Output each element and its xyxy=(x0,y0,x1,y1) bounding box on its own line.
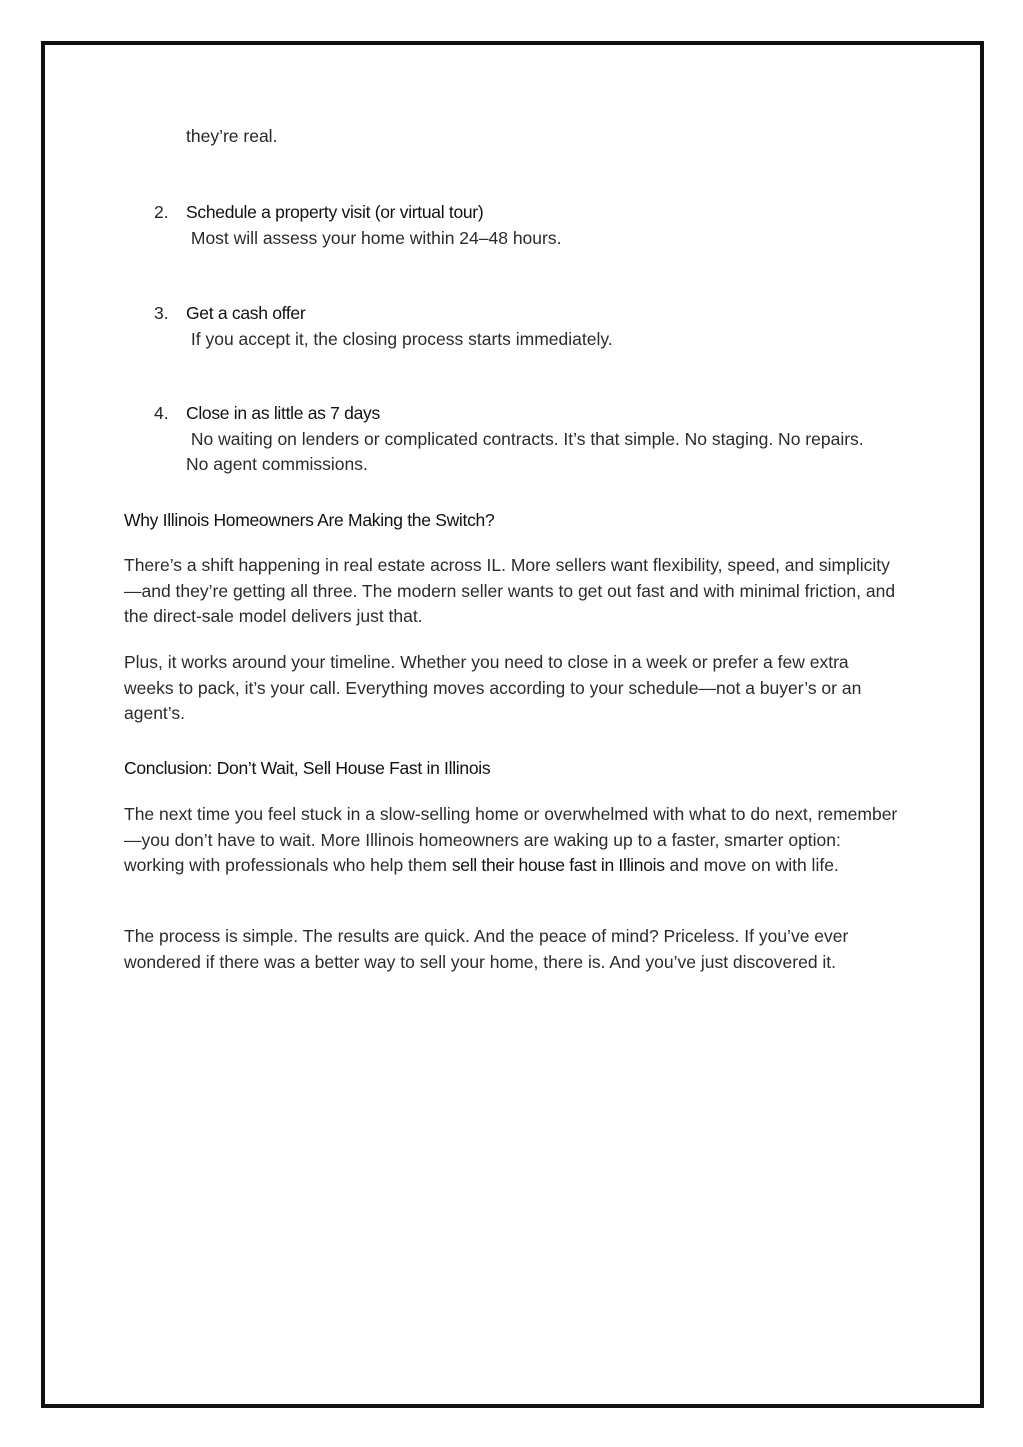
paragraph-why-1: There’s a shift happening in real estate across IL. More sellers want flexibility, speed, and simplicity—and they’re getting all three. The modern seller wants to get out fast and with minimal friction, and the direct-sale model delivers just that. xyxy=(124,555,896,626)
list-item-body xyxy=(186,200,876,251)
section-heading-why: Why Illinois Homeowners Are Making the Switch? xyxy=(124,510,495,530)
paragraph-text: The next time you feel stuck in a slow-selling home or overwhelmed with what to do next, remember—you don’t have to wait. More Illinois homeowners are waking up to a faster, smarter option: working with professionals who help them xyxy=(124,804,898,875)
step-description: If you accept it, the closing process starts immediately. xyxy=(186,328,613,349)
paragraph-text: and move on with life. xyxy=(664,855,839,875)
sell-house-fast-link[interactable]: sell their house fast in Illinois xyxy=(451,855,665,875)
step-description: No waiting on lenders or complicated contracts. It’s that simple. No staging. No repairs. No agent commissions. xyxy=(186,428,869,474)
list-number: 2. xyxy=(154,202,169,222)
list-number: 3. xyxy=(154,303,169,323)
section-heading-conclusion: Conclusion: Don’t Wait, Sell House Fast in Illinois xyxy=(124,758,491,778)
step-description: Most will assess your home within 24–48 hours. xyxy=(186,227,562,248)
list-item-body xyxy=(186,401,876,478)
paragraph-why-2: Plus, it works around your timeline. Whether you need to close in a week or prefer a few extra weeks to pack, it’s your call. Everything moves according to your schedule—not a buyer’s or an agent’s. xyxy=(124,652,862,723)
step-title: Schedule a property visit (or virtual tour) xyxy=(186,202,484,222)
step-title: Get a cash offer xyxy=(186,303,306,323)
paragraph-conclusion-1 xyxy=(124,802,899,879)
list-item-body xyxy=(186,301,876,352)
list-number: 4. xyxy=(154,403,169,423)
paragraph-conclusion-2: The process is simple. The results are quick. And the peace of mind? Priceless. If you’ve ever wondered if there was a better way to sell your home, there is. And you’ve just discovered it. xyxy=(124,926,849,972)
step-title: Close in as little as 7 days xyxy=(186,403,380,423)
continuation-text: they’re real. xyxy=(186,126,278,146)
